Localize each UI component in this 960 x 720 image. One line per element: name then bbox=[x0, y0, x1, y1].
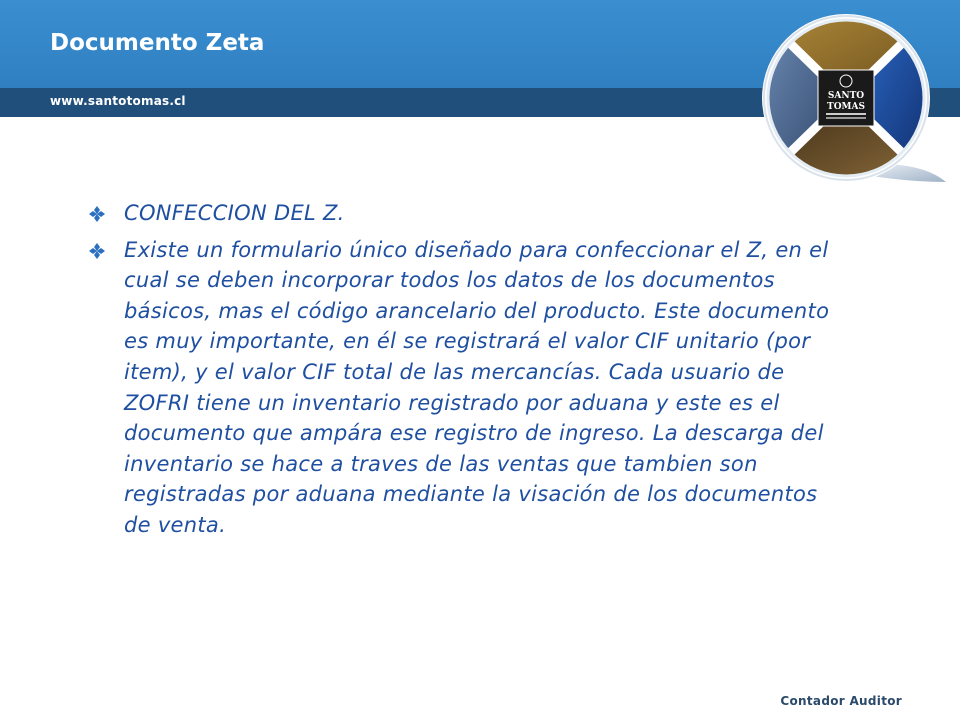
slide-title: Documento Zeta bbox=[50, 30, 265, 56]
site-url: www.santotomas.cl bbox=[50, 94, 186, 108]
bullet-list bbox=[88, 198, 848, 547]
list-item bbox=[88, 198, 848, 229]
list-item-text: CONFECCION DEL Z. bbox=[124, 201, 345, 225]
diamond-bullet-icon bbox=[88, 205, 106, 223]
diamond-bullet-icon bbox=[88, 242, 106, 260]
footer-label: Contador Auditor bbox=[780, 694, 902, 708]
logo-line-1: SANTO bbox=[827, 91, 865, 101]
list-item bbox=[88, 235, 848, 541]
logo-line-2: TOMAS bbox=[827, 102, 865, 112]
logo-emblem bbox=[760, 14, 950, 184]
list-item-text: Existe un formulario único diseñado para confeccionar el Z, en el cual se deben incorporar todos los datos de los documentos básicos, mas el código arancelario del producto. Este documento es muy importante, en él se registrará el valor CIF unitario (por item), y el valor CIF total de las mercancías. Cada usuario de ZOFRI tiene un inventario registrado por aduana y este es el documento que ampára ese registro de ingreso. La descarga del inventario se hace a traves de las ventas que tambien son registradas por aduana mediante la visación de los documentos de venta. bbox=[124, 237, 830, 537]
